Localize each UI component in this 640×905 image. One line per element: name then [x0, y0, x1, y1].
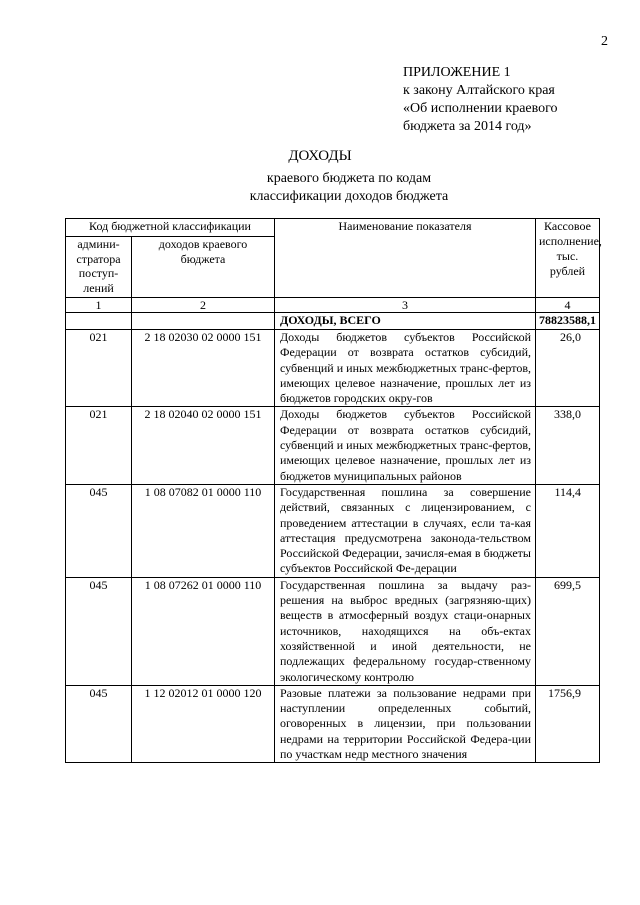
table-row: [66, 685, 600, 762]
total-value: 78823588,1: [536, 313, 600, 330]
appendix-report-year: бюджета за 2014 год»: [403, 119, 532, 134]
admin-code: 021: [66, 330, 132, 407]
table-row: [66, 330, 600, 407]
amount: 1756,9: [536, 685, 600, 762]
total-label: ДОХОДЫ, ВСЕГО: [275, 313, 536, 330]
header-name: Наименование показателя: [275, 219, 536, 298]
total-admin-cell: [66, 313, 132, 330]
income-code: 1 08 07082 01 0000 110: [132, 484, 275, 577]
indicator-name: Государственная пошлина за совершение действий, связанных с лицензированием, с проведением аттестации в случаях, если та-кая аттестация предусмотрена законода-тельством Российской Федерации, зачисля-емая в бюджеты субъектов Российской Фе-дерации: [275, 484, 536, 577]
amount: 114,4: [536, 484, 600, 577]
header-row: [66, 219, 600, 237]
page-number: 2: [601, 34, 608, 49]
appendix-title: ПРИЛОЖЕНИЕ 1: [403, 65, 511, 80]
income-code: 1 12 02012 01 0000 120: [132, 685, 275, 762]
header-code: Код бюджетной классификации: [66, 219, 275, 237]
column-number: 1: [66, 298, 132, 313]
admin-code: 021: [66, 407, 132, 484]
document-title: ДОХОДЫ: [288, 148, 352, 164]
indicator-name: Доходы бюджетов субъектов Российской Федерации от возврата остатков субсидий, субвенций и иных межбюджетных транс-фертов, имеющих целевое назначение, прошлых лет из бюджетов муниципальных районов: [275, 407, 536, 484]
income-code: 2 18 02030 02 0000 151: [132, 330, 275, 407]
header-admin: админи-стратора поступ-лений: [66, 237, 132, 298]
indicator-name: Доходы бюджетов субъектов Российской Федерации от возврата остатков субсидий, субвенций и иных межбюджетных транс-фертов, имеющих целевое назначение, прошлых лет из бюджетов городских окру-гов: [275, 330, 536, 407]
total-code-cell: [132, 313, 275, 330]
income-code: 1 08 07262 01 0000 110: [132, 577, 275, 685]
income-code: 2 18 02040 02 0000 151: [132, 407, 275, 484]
column-number-row: [66, 298, 600, 313]
table-row: [66, 484, 600, 577]
amount: 699,5: [536, 577, 600, 685]
indicator-name: Государственная пошлина за выдачу раз-решения на выброс вредных (загрязняю-щих) веществ в атмосферный воздух стаци-онарных источников, находящихся на объ-ектах хозяйственной и иной деятельности, не подлежащих федеральному государ-ственному экологическому контролю: [275, 577, 536, 685]
subtitle-line-1: краевого бюджета по кодам: [266, 171, 432, 186]
table-row: [66, 407, 600, 484]
appendix-report-title: «Об исполнении краевого: [403, 101, 558, 116]
appendix-law: к закону Алтайского края: [403, 83, 555, 98]
document-subtitle: [0, 170, 640, 206]
admin-code: 045: [66, 484, 132, 577]
admin-code: 045: [66, 577, 132, 685]
amount: 26,0: [536, 330, 600, 407]
admin-code: 045: [66, 685, 132, 762]
total-row: [66, 313, 600, 330]
income-table: [65, 218, 600, 763]
indicator-name: Разовые платежи за пользование недрами при наступлении определенных событий, оговоренных в лицензии, при пользовании недрами на территории Российской Федера-ции по участкам недр местного значения: [275, 685, 536, 762]
column-number: 4: [536, 298, 600, 313]
column-number: 3: [275, 298, 536, 313]
amount: 338,0: [536, 407, 600, 484]
header-income: доходов краевого бюджета: [132, 237, 275, 298]
column-number: 2: [132, 298, 275, 313]
appendix-block: [403, 64, 596, 136]
table-row: [66, 577, 600, 685]
subtitle-line-2: классификации доходов бюджета: [249, 189, 449, 204]
header-value: Кассовое исполнение, тыс. рублей: [536, 219, 600, 298]
